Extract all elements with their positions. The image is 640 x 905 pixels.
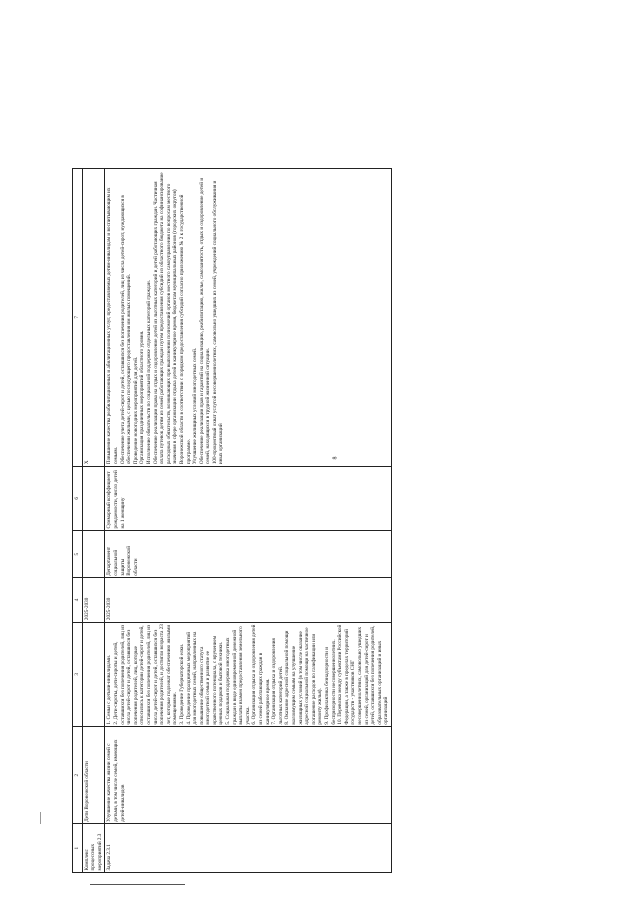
result-item: Повышение качества реабилитационных и абилитационных услуг, предоставляемых детям-инвалидам и воспитывающим их семьям. <box>106 187 119 465</box>
header-cell-2: 2 <box>73 727 83 824</box>
table-row <box>82 169 105 873</box>
result-item: Исполнение обязательств по социальной поддержке отдельных категорий граждан. <box>145 280 152 465</box>
measure-item: 10. Перевозка между субъектами Российской Федерации, а также в пределах территорий государств - участников СНГ несовершеннолетних, самовольно ушедших из семей, организаций для детей-сирот и детей, оставшихся без попечения родителей, образовательных организаций и иных организаций <box>337 624 390 725</box>
measure-item: 8. Оказание адресной социальной помощи малоимущим семьям на улучшение жилищных условий (в том числе оказание адресной социальной помощи на частичное погашение расходов по газификации или ремонту жилья). <box>284 627 324 725</box>
task-name-cell: Улучшение качества жизни семей с детьми, в том числе семей, имеющих детей-инвалидов <box>105 727 392 824</box>
measure-item: 4. Проведение праздничных мероприятий для многодетных семей, направленных на повышение общественного статуса многодетной семьи и развитие ее нравственного потенциала, с вручением ценных подарков и бытовой техники. <box>185 631 225 725</box>
header-cell-3: 3 <box>73 622 83 726</box>
task-indicator-cell: Суммарный коэффициент рождаемости, число детей на 1 женщину <box>105 466 392 530</box>
complex-period-cell: 2025-2030 <box>82 578 105 622</box>
complex-title-cell: Комплекс процессных мероприятий 2.3 <box>82 824 105 873</box>
measure-item: 7. Организация отдыха и оздоровления льготных категорий детей. <box>271 638 284 725</box>
task-title-cell: Задача 2.3.1 <box>105 824 392 873</box>
rotated-page <box>72 168 577 873</box>
result-item: Обеспечение реализации права на отдых и оздоровление детей из льготных категорий и детей работающих граждан. Частичная оплата путевок детям из семей работающих граждан путем предоставления субсидий из областного бюджета на софинансирование расходных обязательств, возникающих при выполнении полномочий органов местного самоуправления по вопросам местного значения в сфере организации отдыха детей в каникулярное время, бюджетам муниципальных районов (городских округов) Воронежской области в соответствии с порядком предоставления субсидий согласно приложению № 2 к государственной программе. <box>152 172 192 465</box>
header-cell-1: 1 <box>73 824 83 873</box>
result-item: Обеспечение учета детей-сирот и детей, оставшихся без попечения родителей, лиц из числа детей-сирот, нуждающихся в обеспечении жилыми, с целью последующего предоставления им жилых помещений. <box>119 195 133 465</box>
complex-empty-cell <box>82 622 105 726</box>
results-cell <box>105 169 392 467</box>
result-item: Улучшение жилищных условий многодетных семей. <box>192 347 199 465</box>
task-executor-cell: Департамент социальной защиты Воронежской области <box>105 531 392 578</box>
header-cell-4: 4 <box>73 578 83 622</box>
complex-result-cell: Х <box>82 169 105 467</box>
measure-item: 2. Дети-сироты, дети-сироты и детей, оставшихся без попечения родителей, лиц из числа детей-сирот и детей, оставшихся без попечения родителей, лиц, которые относились к категории детей-сирот и детей, оставшихся без попечения родителей, лиц из числа детей-сирот и детей, оставшихся без попечения родителей, и достигли возраста 23 лет, которые подлежат обеспечению жилыми помещениями. <box>112 624 179 725</box>
header-cell-7: 7 <box>73 169 83 467</box>
table-row <box>105 169 392 873</box>
result-item: Организация праздничных мероприятий областного уровня. <box>139 330 146 465</box>
complex-executor-cell <box>82 531 105 578</box>
measure-item: 6. Организация отдыха и оздоровления детей из семей работающих граждан в каникулярное время. <box>251 624 271 725</box>
measure-item: 1. Семьи с детьми-инвалидами. <box>106 654 113 725</box>
measure-item: 5. Социальная поддержка многодетных граждан в виде единовременной денежной выплаты взамен предоставления земельного участка. <box>225 626 251 725</box>
margin-mark <box>40 812 41 824</box>
measure-item: 3. Проведение Губернаторской елки. <box>178 643 185 725</box>
measures-cell <box>105 622 392 726</box>
measure-item: 9. Профилактика безнадзорности и беспризорности несовершеннолетних. <box>323 639 337 725</box>
header-cell-5: 5 <box>73 531 83 578</box>
result-item: Проведение новогодних мероприятий для детей. <box>132 356 139 465</box>
complex-name-cell: Дети Воронежской области <box>82 727 105 824</box>
program-table <box>72 168 392 873</box>
result-item: 100-процентный охват услугой несовершеннолетних, самовольно ушедших из семей, учреждений социального обслуживания и иных организаций <box>211 180 225 465</box>
footnote-divider <box>90 884 185 885</box>
header-row <box>73 169 83 873</box>
page-number: 8 <box>332 456 339 460</box>
complex-indicator-cell <box>82 466 105 530</box>
task-period-cell: 2025-2030 <box>105 578 392 622</box>
result-item: Обеспечение реализации прав и гарантий на социализацию, реабилитацию, жилье, самозанятость, отдых и оздоровление детей и семей, находящихся в трудной жизненной ситуации. <box>198 177 212 465</box>
header-cell-6: 6 <box>73 466 83 530</box>
